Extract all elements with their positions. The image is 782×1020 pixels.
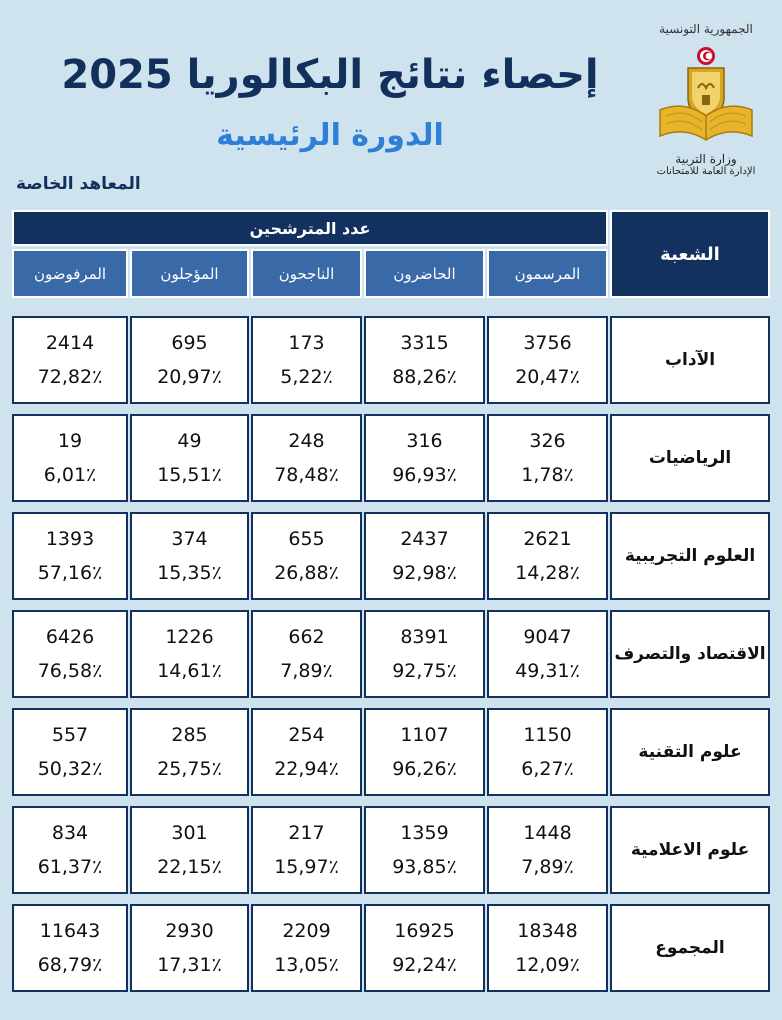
candidates-group-header: عدد المترشحين [12,210,608,246]
table-cell-rejected [12,414,128,502]
coat-of-arms-icon [650,40,762,150]
table-cell-rejected [12,708,128,796]
cell-percentage: 96,26٪ [392,758,457,780]
column-header-deferred: المؤجلون [130,249,249,298]
column-header-registered: المرسمون [487,249,608,298]
table-cell-passed [251,414,362,502]
cell-percentage: 92,75٪ [392,660,457,682]
cell-percentage: 15,51٪ [157,464,222,486]
table-cell-present [364,904,485,992]
table-cell-rejected [12,316,128,404]
cell-percentage: 7,89٪ [521,856,574,878]
table-cell-registered [487,316,608,404]
cell-count: 9047 [523,626,572,648]
column-header-passed: الناجحون [251,249,362,298]
cell-percentage: 6,01٪ [43,464,97,486]
cell-percentage: 72,82٪ [37,366,103,388]
cell-percentage: 93,85٪ [392,856,457,878]
cell-count: 3315 [400,332,449,354]
table-cell-present [364,610,485,698]
cell-percentage: 15,97٪ [274,856,339,878]
cell-count: 1150 [523,724,572,746]
table-cell-passed [251,512,362,600]
cell-count: 8391 [400,626,449,648]
table-cell-deferred [130,904,249,992]
ministry-emblem [650,22,762,182]
branch-label: العلوم التجريبية [610,512,770,600]
cell-percentage: 92,98٪ [392,562,457,584]
cell-percentage: 96,93٪ [392,464,457,486]
table-cell-present [364,806,485,894]
table-cell-present [364,316,485,404]
table-cell-registered [487,610,608,698]
cell-percentage: 76,58٪ [37,660,103,682]
cell-count: 49 [177,430,202,452]
table-cell-rejected [12,806,128,894]
section-label: المعاهد الخاصة [16,174,141,194]
cell-count: 2621 [523,528,572,550]
table-cell-rejected [12,512,128,600]
branch-label: علوم الاعلامية [610,806,770,894]
page-title: إحصاء نتائج البكالوريا 2025 [61,52,599,98]
branch-column-header: الشعبة [610,210,770,298]
table-cell-passed [251,708,362,796]
branch-label: المجموع [610,904,770,992]
ministry-name: وزارة التربية [675,152,737,166]
cell-percentage: 78,48٪ [274,464,339,486]
cell-percentage: 1,78٪ [521,464,574,486]
cell-count: 217 [288,822,325,844]
cell-count: 2930 [165,920,214,942]
cell-count: 11643 [39,920,101,942]
cell-count: 18348 [517,920,578,942]
table-cell-registered [487,806,608,894]
cell-count: 1448 [523,822,572,844]
table-cell-present [364,512,485,600]
table-cell-registered [487,414,608,502]
page-subtitle: الدورة الرئيسية [216,118,444,153]
table-cell-deferred [130,610,249,698]
cell-count: 1393 [45,528,95,550]
cell-percentage: 15,35٪ [157,562,222,584]
cell-count: 301 [171,822,208,844]
table-cell-passed [251,610,362,698]
cell-percentage: 17,31٪ [157,954,222,976]
table-cell-deferred [130,512,249,600]
cell-count: 248 [288,430,325,452]
table-cell-present [364,414,485,502]
branch-label: الرياضيات [610,414,770,502]
table-cell-registered [487,512,608,600]
cell-percentage: 14,28٪ [515,562,580,584]
government-name: الجمهورية التونسية [659,22,753,36]
department-name: الإدارة العامة للامتحانات [656,166,756,177]
branch-label: الآداب [610,316,770,404]
cell-percentage: 57,16٪ [37,562,103,584]
cell-percentage: 12,09٪ [515,954,580,976]
table-cell-passed [251,806,362,894]
branch-label: الاقتصاد والتصرف [610,610,770,698]
cell-percentage: 61,37٪ [37,856,103,878]
cell-percentage: 20,47٪ [515,366,580,388]
cell-percentage: 88,26٪ [392,366,457,388]
cell-percentage: 92,24٪ [392,954,457,976]
cell-percentage: 6,27٪ [521,758,574,780]
table-cell-present [364,708,485,796]
table-cell-passed [251,904,362,992]
cell-count: 1359 [400,822,449,844]
cell-percentage: 22,94٪ [274,758,339,780]
cell-percentage: 49,31٪ [515,660,580,682]
table-cell-rejected [12,610,128,698]
table-cell-deferred [130,414,249,502]
cell-count: 285 [171,724,208,746]
table-cell-deferred [130,708,249,796]
cell-count: 16925 [394,920,455,942]
cell-count: 19 [57,430,83,452]
cell-count: 6426 [45,626,95,648]
cell-count: 1226 [165,626,214,648]
cell-count: 374 [171,528,208,550]
cell-percentage: 50,32٪ [37,758,103,780]
cell-count: 3756 [523,332,572,354]
cell-count: 2437 [400,528,449,550]
cell-count: 557 [51,724,89,746]
cell-count: 173 [288,332,325,354]
cell-count: 254 [288,724,325,746]
cell-percentage: 22,15٪ [157,856,222,878]
cell-count: 655 [288,528,325,550]
branch-label: علوم التقنية [610,708,770,796]
cell-percentage: 5,22٪ [280,366,333,388]
cell-percentage: 14,61٪ [157,660,222,682]
cell-percentage: 25,75٪ [157,758,222,780]
column-header-present: الحاضرون [364,249,485,298]
cell-percentage: 68,79٪ [37,954,103,976]
cell-count: 834 [51,822,89,844]
table-cell-deferred [130,806,249,894]
cell-count: 695 [171,332,208,354]
cell-count: 2414 [45,332,95,354]
cell-percentage: 26,88٪ [274,562,339,584]
table-cell-passed [251,316,362,404]
cell-percentage: 7,89٪ [280,660,333,682]
cell-percentage: 20,97٪ [157,366,222,388]
cell-count: 2209 [282,920,331,942]
table-cell-deferred [130,316,249,404]
cell-count: 316 [406,430,443,452]
cell-percentage: 13,05٪ [274,954,339,976]
table-cell-rejected [12,904,128,992]
cell-count: 326 [529,430,566,452]
cell-count: 662 [288,626,325,648]
table-cell-registered [487,904,608,992]
cell-count: 1107 [400,724,449,746]
table-cell-registered [487,708,608,796]
column-header-rejected: المرفوضون [12,249,128,298]
